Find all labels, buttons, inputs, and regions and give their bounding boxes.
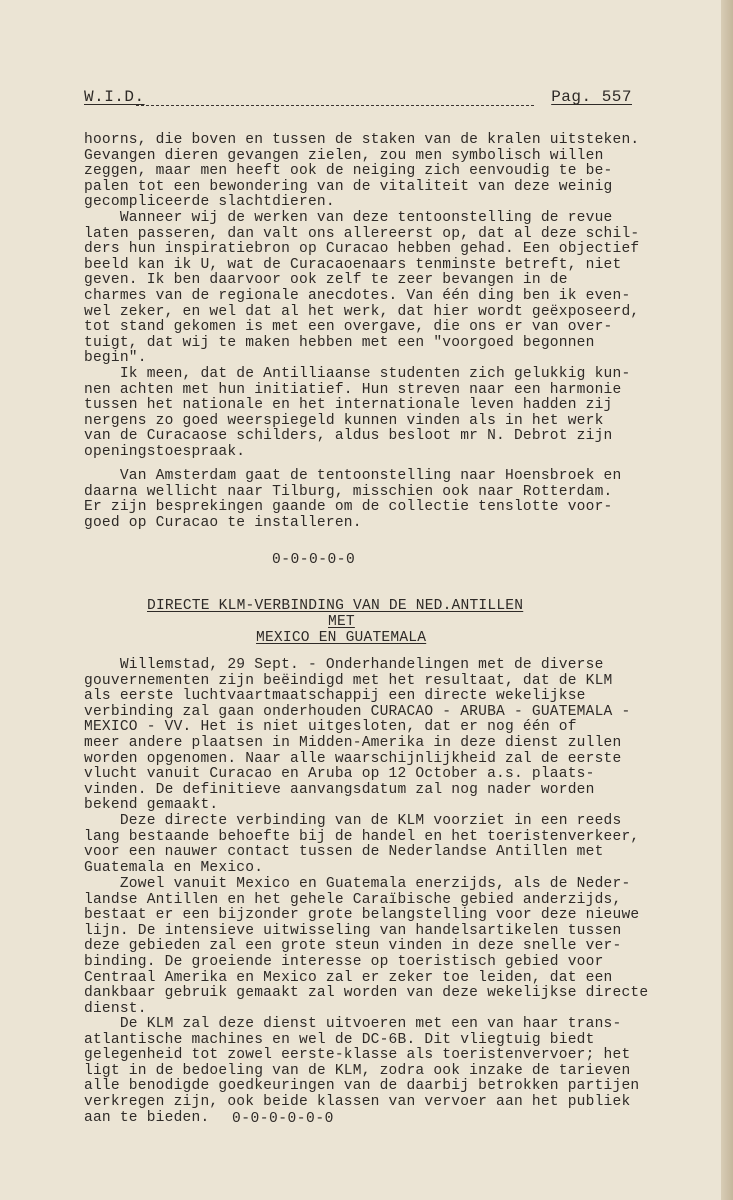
article1-paragraph3: Ik meen, dat de Antilliaanse studenten zich gelukkig kun- nen achten met hun initiatief. Hun streven naar een harmonie tussen het nationale en het internationale leven hadden zij nergens zo goed weerspiegeld kunnen vinden als in het werk van de Curacaose schilders, aldus besloot mr N. Debrot zijn openingstoespraak. bbox=[84, 366, 631, 460]
article2-paragraph2: Deze directe verbinding van de KLM voorziet in een reeds lang bestaande behoefte bij de handel en het toeristenverkeer, voor een nauwer contact tussen de Nederlandse Antillen met Guatemala en Mexico. bbox=[84, 813, 640, 876]
article2-paragraph3: Zowel vanuit Mexico en Guatemala enerzijds, als de Neder- landse Antillen en het gehele Caraïbische gebied anderzijds, bestaat er een bijzonder grote belangstelling voor deze nieuwe lijn. De intensieve uitwisseling van handelsartikelen tussen deze gebieden zal een grote steun vinden in deze snelle ver- binding. De groeiende interesse op toeristisch gebied voor Centraal Amerika en Mexico zal er zeker toe leiden, dat een dankbaar gebruik gemaakt zal worden van deze wekelijkse directe dienst. bbox=[84, 876, 649, 1017]
publication-code: W.I.D. bbox=[84, 88, 145, 106]
section-separator: 0-0-0-0-0 bbox=[272, 552, 356, 568]
header-rule bbox=[136, 105, 534, 106]
article1-paragraph1: hoorns, die boven en tussen de staken van de kralen uitsteken. Gevangen dieren gevangen zielen, zou men symbolisch willen zeggen, maar men heeft ook de neiging zich eenvoudig te be- palen tot een bewondering van de vitaliteit van deze weinig gecompliceerde slachtdieren. bbox=[84, 132, 640, 211]
page-number: Pag. 557 bbox=[551, 88, 632, 106]
article2-title-line2: MET bbox=[328, 614, 355, 630]
article2-title-line1: DIRECTE KLM-VERBINDING VAN DE NED.ANTILLEN bbox=[147, 598, 524, 614]
article2-title-line3: MEXICO EN GUATEMALA bbox=[256, 630, 427, 646]
end-separator: 0-0-0-0-0-0 bbox=[232, 1111, 334, 1127]
article1-paragraph2: Wanneer wij de werken van deze tentoonstelling de revue laten passeren, dan valt ons allereerst op, dat al deze schil- ders hun inspiratiebron op Curacao hebben gehad. Een objectief beeld kan ik U, wat de Curacaoenaars tenminste betreft, niet geven. Ik ben daarvoor ook zelf te zeer bevangen in de charmes van de regionale anecdotes. Van één ding ben ik even- wel zeker, en wel dat al het werk, dat hier wordt geëxposeerd, tot stand gekomen is met een overgave, die ons er van over- tuigt, dat wij te maken hebben met een "voorgoed begonnen begin". bbox=[84, 210, 640, 367]
page-edge bbox=[721, 0, 733, 1200]
article2-paragraph1: Willemstad, 29 Sept. - Onderhandelingen met de diverse gouvernementen zijn beëindigd met het resultaat, dat de KLM als eerste luchtvaartmaatschappij een directe wekelijkse verbinding zal gaan onderhouden CURACAO - ARUBA - GUATEMALA - MEXICO - VV. Het is niet uitgesloten, dat er nog één of meer andere plaatsen in Midden-Amerika in deze dienst zullen worden opgenomen. Naar alle waarschijnlijkheid zal de eerste vlucht vanuit Curacao en Aruba op 12 October a.s. plaats- vinden. De definitieve aanvangsdatum zal nog nader worden bekend gemaakt. bbox=[84, 657, 631, 814]
article2-paragraph4: De KLM zal deze dienst uitvoeren met een van haar trans- atlantische machines en wel de DC-6B. Dit vliegtuig biedt gelegenheid tot zowel eerste-klasse als toeristenvervoer; het ligt in de bedoeling van de KLM, zodra ook inzake de tarieven alle benodigde goedkeuringen van de daarbij betrokken partijen verkregen zijn, ook beide klassen van vervoer aan het publiek aan te bieden. bbox=[84, 1016, 640, 1126]
article1-paragraph4: Van Amsterdam gaat de tentoonstelling naar Hoensbroek en daarna wellicht naar Tilburg, misschien ook naar Rotterdam. Er zijn besprekingen gaande om de collectie tenslotte voor- goed op Curacao te installeren. bbox=[84, 468, 622, 531]
page-header bbox=[84, 88, 632, 106]
